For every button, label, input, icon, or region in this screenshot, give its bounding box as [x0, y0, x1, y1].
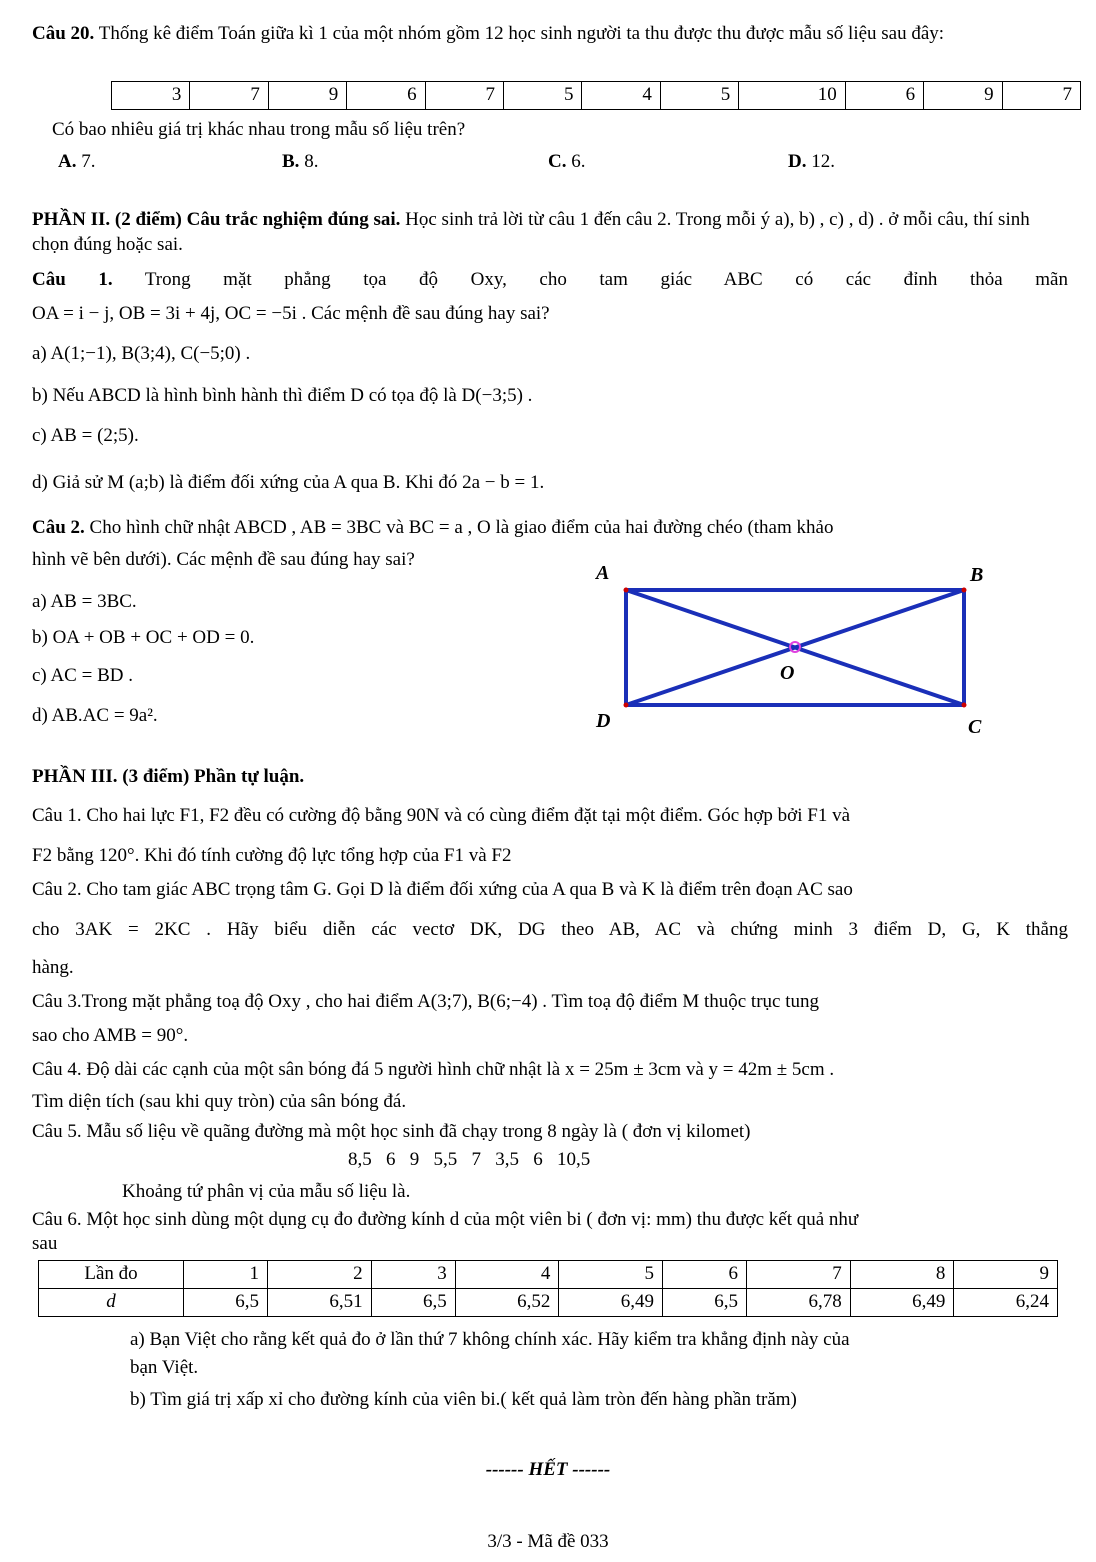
measurement-row1-cell: 3: [371, 1261, 455, 1289]
p2-q1-title: Câu 1.: [32, 269, 113, 290]
measurement-row1-cell: 5: [559, 1261, 663, 1289]
measurement-row1-cell: 2: [268, 1261, 372, 1289]
p3-q2-line3: hàng.: [32, 957, 74, 978]
measurement-row2-cell: 6,5: [371, 1289, 455, 1317]
p3-q2-line1: Câu 2. Cho tam giác ABC trọng tâm G. Gọi D là điểm đối xứng của A qua B và K là điểm trên đoạn AC sao: [32, 879, 853, 900]
measurement-row2-cell: 6,78: [747, 1289, 851, 1317]
p3-q6-a-line2: bạn Việt.: [130, 1357, 199, 1378]
q20-value-cell: 5: [504, 82, 582, 110]
label-A: A: [596, 562, 610, 584]
q20-options: [58, 150, 858, 176]
p3-q6-line1: Câu 6. Một học sinh dùng một dụng cụ đo đường kính d của một viên bi ( đơn vị: mm) thu được kết quả như: [32, 1209, 859, 1230]
label-D: D: [596, 710, 611, 732]
measurement-row2-cell: 6,24: [954, 1289, 1058, 1317]
p3-q4-line2: Tìm diện tích (sau khi quy tròn) của sân bóng đá.: [32, 1091, 407, 1112]
q20-value-cell: 6: [347, 82, 425, 110]
p2-q1-line2: OA = i − j, OB = 3i + 4j, OC = −5i . Các mệnh đề sau đúng hay sai?: [32, 303, 550, 324]
option-a[interactable]: A. 7.: [58, 151, 96, 172]
measurement-row2-cell: d: [39, 1289, 184, 1317]
p3-q4-line1: Câu 4. Độ dài các cạnh của một sân bóng đá 5 người hình chữ nhật là x = 25m ± 3cm và y = 42m ± 5cm .: [32, 1059, 835, 1080]
part3-heading: PHẦN III. (3 điểm) Phần tự luận.: [32, 766, 305, 787]
q20-value-cell: 7: [190, 82, 268, 110]
q20-data-table: [111, 81, 1081, 110]
q20-value-cell: 10: [739, 82, 846, 110]
p3-q3-line2: sao cho AMB = 90°.: [32, 1025, 189, 1046]
p2-q1-a: a) A(1;−1), B(3;4), C(−5;0) .: [32, 343, 251, 364]
p2-q2-line1: [32, 516, 1068, 541]
p2-q1-b: b) Nếu ABCD là hình bình hành thì điểm D có tọa độ là D(−3;5) .: [32, 385, 533, 406]
p3-q5-line1: Câu 5. Mẫu số liệu về quãng đường mà một học sinh đã chạy trong 8 ngày là ( đơn vị kilomet): [32, 1121, 751, 1142]
measurement-row2-cell: 6,51: [268, 1289, 372, 1317]
p2-q2-text1: Cho hình chữ nhật ABCD , AB = 3BC và BC = a , O là giao điểm của hai đường chéo (tham khảo: [89, 517, 834, 538]
label-B: B: [970, 564, 984, 586]
part2-heading: PHẦN II. (2 điểm) Câu trắc nghiệm đúng sai.: [32, 209, 401, 230]
p2-q2-line2: hình vẽ bên dưới). Các mệnh đề sau đúng hay sai?: [32, 549, 415, 570]
q20-value-cell: 4: [582, 82, 660, 110]
p2-q2-c: c) AC = BD .: [32, 665, 133, 686]
measurement-row2-cell: 6,5: [183, 1289, 267, 1317]
p3-q2-line2: cho 3AK = 2KC . Hãy biểu diễn các vectơ DK, DG theo AB, AC và chứng minh 3 điểm D, G, K thẳng: [32, 919, 1068, 940]
p2-q2-d: d) AB.AC = 9a².: [32, 705, 158, 726]
part2-intro: [32, 208, 1068, 257]
p3-q1-line2: F2 bằng 120°. Khi đó tính cường độ lực tổng hợp của F1 và F2: [32, 845, 512, 866]
p2-q2-a: a) AB = 3BC.: [32, 591, 137, 612]
q20-title: Câu 20.: [32, 23, 95, 44]
p2-q1-line1: [32, 268, 1068, 293]
label-C: C: [968, 716, 982, 738]
p2-q1-text1: Trong mặt phẳng tọa độ Oxy, cho tam giác ABC có các đỉnh thỏa mãn: [144, 269, 1068, 290]
q20-value-cell: 9: [924, 82, 1002, 110]
q20-value-cell: 7: [425, 82, 503, 110]
p3-q5-line2: Khoảng tứ phân vị của mẫu số liệu là.: [122, 1181, 411, 1202]
rectangle-figure: [580, 555, 1010, 745]
part2-intro-text: Học sinh trả lời từ câu 1 đến câu 2. Trong mỗi ý a), b) , c) , d) . ở mỗi câu, thí sinh chọn đúng hoặc sai.: [32, 209, 1030, 255]
q20-value-cell: 7: [1002, 82, 1080, 110]
p3-q6-a-line1: a) Bạn Việt cho rằng kết quả đo ở lần thứ 7 không chính xác. Hãy kiểm tra khẳng định này của: [130, 1329, 850, 1350]
measurement-row1-cell: 4: [455, 1261, 559, 1289]
q20-value-cell: 3: [112, 82, 190, 110]
measurement-row1-cell: Lần đo: [39, 1261, 184, 1289]
page-footer: 3/3 - Mã đề 033: [487, 1531, 609, 1552]
q20-body: Thống kê điểm Toán giữa kì 1 của một nhóm gồm 12 học sinh người ta thu được thu được mẫu số liệu sau đây:: [98, 23, 945, 44]
option-b[interactable]: B. 8.: [282, 151, 319, 172]
p2-q1-c: c) AB = (2;5).: [32, 425, 139, 446]
q20-question: Có bao nhiêu giá trị khác nhau trong mẫu số liệu trên?: [52, 119, 466, 140]
p3-q6-b: b) Tìm giá trị xấp xỉ cho đường kính của viên bi.( kết quả làm tròn đến hàng phần trăm): [130, 1389, 797, 1410]
measurement-row1-cell: 9: [954, 1261, 1058, 1289]
measurement-row1-cell: 1: [183, 1261, 267, 1289]
p3-q5-data: 8,5 6 9 5,5 7 3,5 6 10,5: [348, 1149, 591, 1170]
q20-text: [32, 22, 1068, 47]
q20-value-cell: 9: [268, 82, 346, 110]
measurement-row1-cell: 7: [747, 1261, 851, 1289]
measurement-row2-cell: 6,5: [663, 1289, 747, 1317]
option-d[interactable]: D. 12.: [788, 151, 835, 172]
p3-q1-line1: Câu 1. Cho hai lực F1, F2 đều có cường độ bằng 90N và có cùng điểm đặt tại một điểm. Góc hợp bởi F1 và: [32, 805, 851, 826]
p3-q3-line1: Câu 3.Trong mặt phẳng toạ độ Oxy , cho hai điểm A(3;7), B(6;−4) . Tìm toạ độ điểm M thuộc trục tung: [32, 991, 819, 1012]
label-O: O: [780, 662, 795, 684]
measurement-table: [38, 1260, 1058, 1317]
measurement-row1-cell: 8: [850, 1261, 954, 1289]
q20-value-cell: 5: [660, 82, 738, 110]
p3-q6-line2: sau: [32, 1233, 58, 1254]
q20-value-cell: 6: [845, 82, 923, 110]
measurement-row2-cell: 6,49: [850, 1289, 954, 1317]
measurement-row1-cell: 6: [663, 1261, 747, 1289]
option-c[interactable]: C. 6.: [548, 151, 586, 172]
p2-q2-title: Câu 2.: [32, 517, 85, 538]
p2-q1-d: d) Giả sử M (a;b) là điểm đối xứng của A qua B. Khi đó 2a − b = 1.: [32, 472, 545, 493]
measurement-row2-cell: 6,49: [559, 1289, 663, 1317]
end-marker: ------ HẾT ------: [485, 1459, 611, 1480]
p2-q2-b: b) OA + OB + OC + OD = 0.: [32, 627, 255, 648]
measurement-row2-cell: 6,52: [455, 1289, 559, 1317]
